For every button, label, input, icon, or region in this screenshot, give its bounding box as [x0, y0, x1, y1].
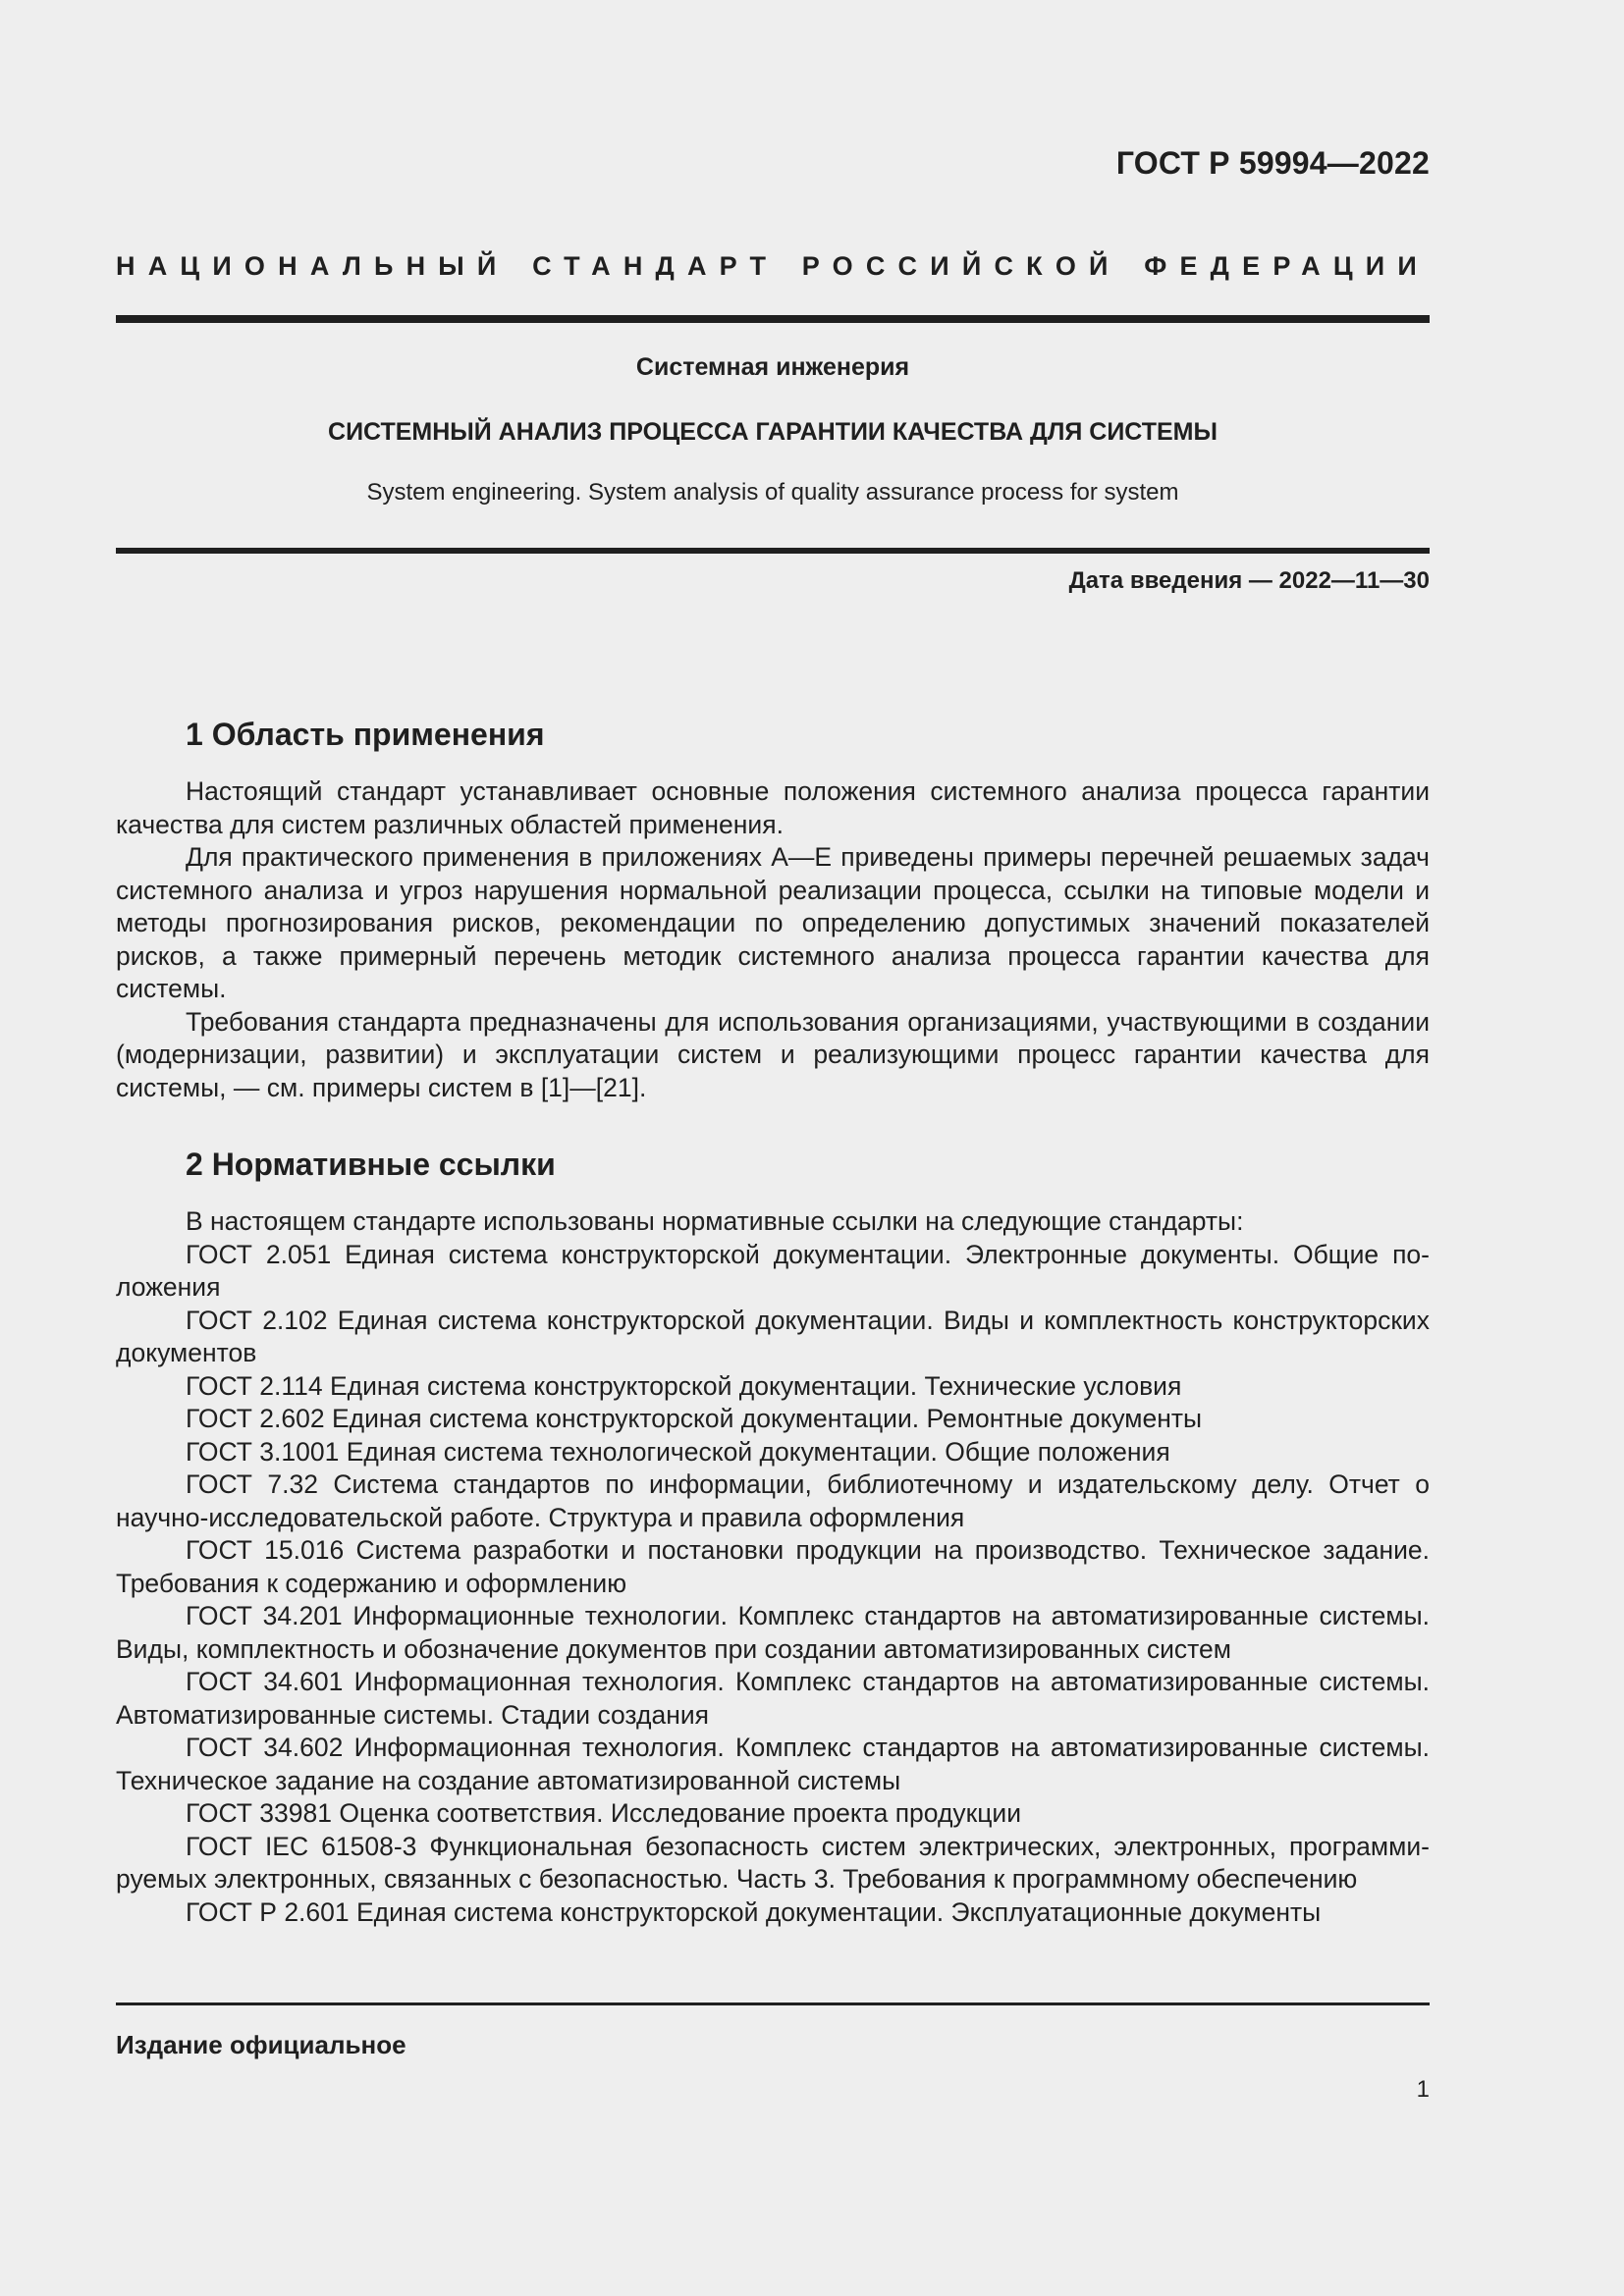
standard-code: ГОСТ Р 59994—2022: [1115, 145, 1430, 181]
introduction-date: Дата введения — 2022—11—30: [1068, 567, 1430, 594]
section-1-heading: 1 Область применения: [186, 717, 545, 752]
national-standard-banner: НАЦИОНАЛЬНЫЙ СТАНДАРТ РОССИЙСКОЙ ФЕДЕРАЦИИ: [116, 251, 1430, 281]
reference-item: ГОСТ 3.1001 Единая система технологической документации. Общие положения: [186, 1436, 1170, 1467]
paragraph: Для практического применения в приложениях А—Е приведены примеры перечней решаемых задач системного анализа и угроз нарушения нормальной реализации процесса, ссылки на типовые модели и методы прогнозирования рисков, рекомендации по определению допустимых значений показателей рисков, а также примерный перечень методик системного анализа процесса гарантии качества для системы.: [116, 842, 1430, 1003]
section-2-body: [116, 1205, 1430, 1929]
main-title-en: System engineering. System analysis of quality assurance process for system: [366, 479, 1179, 506]
series-title: Системная инженерия: [635, 353, 910, 381]
main-title-ru: СИСТЕМНЫЙ АНАЛИЗ ПРОЦЕССА ГАРАНТИИ КАЧЕСТВА ДЛЯ СИСТЕМЫ: [328, 418, 1218, 446]
reference-item: ГОСТ IEC 61508-3 Функциональная безопасность систем электрических, электронных, программируемых электронных, связанных с безопасностью. Часть 3. Требования к программному обеспечению: [116, 1831, 1430, 1894]
reference-item: ГОСТ 34.602 Информационная технология. Комплекс стандартов на автоматизированные системы. Техническое задание на создание автоматизированной системы: [116, 1733, 1430, 1795]
paragraph: В настоящем стандарте использованы нормативные ссылки на следующие стандарты:: [186, 1206, 1244, 1236]
title-rule: [116, 548, 1430, 554]
reference-item: ГОСТ 2.051 Единая система конструкторской документации. Электронные документы. Общие положения: [116, 1239, 1430, 1302]
page-number: 1: [1416, 2076, 1430, 2103]
reference-item: ГОСТ 2.114 Единая система конструкторской документации. Технические условия: [186, 1370, 1182, 1401]
reference-item: ГОСТ 2.102 Единая система конструкторской документации. Виды и комплектность конструкторских документов: [116, 1305, 1430, 1367]
reference-item: ГОСТ Р 2.601 Единая система конструкторской документации. Эксплуатационные документы: [186, 1896, 1322, 1927]
reference-item: ГОСТ 7.32 Система стандартов по информации, библиотечному и издательскому делу. Отчет о научно-исследовательской работе. Структура и правила оформления: [116, 1469, 1430, 1532]
reference-item: ГОСТ 33981 Оценка соответствия. Исследование проекта продукции: [186, 1798, 1022, 1828]
section-1-body: [116, 775, 1430, 1104]
section-2-heading: 2 Нормативные ссылки: [186, 1147, 556, 1182]
footer-rule: [116, 2002, 1430, 2005]
reference-item: ГОСТ 2.602 Единая система конструкторской документации. Ремонтные документы: [186, 1404, 1203, 1433]
edition-label: Издание официальное: [116, 2030, 406, 2059]
paragraph: Требования стандарта предназначены для использования организациями, участвующими в создании (модернизации, развитии) и эксплуатации систем и реализующими процесс гарантии качества для системы, — см. примеры систем в [1]—[21].: [116, 1006, 1430, 1102]
reference-item: ГОСТ 15.016 Система разработки и постановки продукции на производство. Техническое задание. Требования к содержанию и оформлению: [116, 1535, 1430, 1598]
paragraph: Настоящий стандарт устанавливает основные положения системного анализа процесса гарантии качества для систем различных областей применения.: [116, 776, 1430, 839]
reference-item: ГОСТ 34.201 Информационные технологии. Комплекс стандартов на автоматизированные системы. Виды, комплектность и обозначение документов при создании автоматизированных систем: [116, 1601, 1430, 1664]
reference-item: ГОСТ 34.601 Информационная технология. Комплекс стандартов на автоматизированные системы. Автоматизированные системы. Стадии создания: [116, 1667, 1430, 1730]
top-rule: [116, 315, 1430, 323]
